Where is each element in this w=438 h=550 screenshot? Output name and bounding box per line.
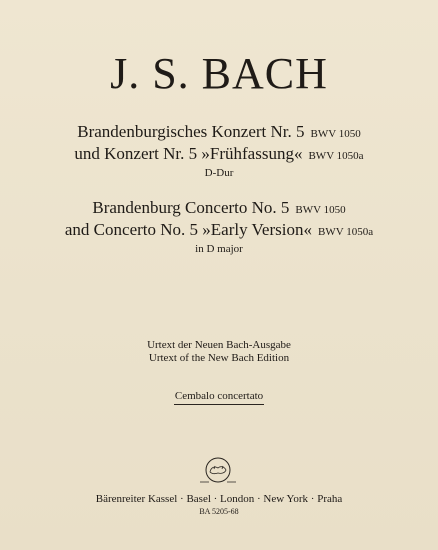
title-german	[0, 122, 438, 181]
bwv-number: BWV 1050	[295, 204, 346, 216]
title-english	[0, 198, 438, 257]
title-english-line-2	[0, 220, 438, 242]
title-english-line-2-text: and Concerto No. 5 »Early Version«	[64, 220, 312, 239]
title-german-line-1	[0, 122, 438, 144]
title-english-line-1	[0, 198, 438, 220]
instrument-label: Cembalo concertato	[174, 389, 264, 405]
urtext-german: Urtext der Neuen Bach-Ausgabe	[147, 339, 291, 351]
title-english-line-1-text: Brandenburg Concerto No. 5	[92, 198, 290, 217]
bwv-number: BWV 1050a	[317, 226, 374, 238]
bwv-number: BWV 1050	[310, 128, 361, 140]
baerenreiter-logo-icon	[198, 455, 238, 485]
composer-name: J. S. BACH	[110, 49, 328, 98]
key-german: D-Dur	[204, 167, 234, 179]
key-english: in D major	[195, 243, 243, 255]
publisher-imprint: Bärenreiter Kassel · Basel · London · New York · Praha	[95, 493, 343, 505]
catalog-number: BA 5205-68	[199, 507, 239, 516]
urtext-english: Urtext of the New Bach Edition	[148, 352, 290, 364]
urtext-note	[0, 339, 438, 365]
title-german-line-1-text: Brandenburgisches Konzert Nr. 5	[77, 122, 305, 141]
title-german-line-2-text: und Konzert Nr. 5 »Frühfassung«	[74, 144, 303, 163]
bwv-number: BWV 1050a	[308, 150, 364, 162]
instrument-part	[0, 386, 438, 405]
title-german-line-2	[0, 144, 438, 166]
